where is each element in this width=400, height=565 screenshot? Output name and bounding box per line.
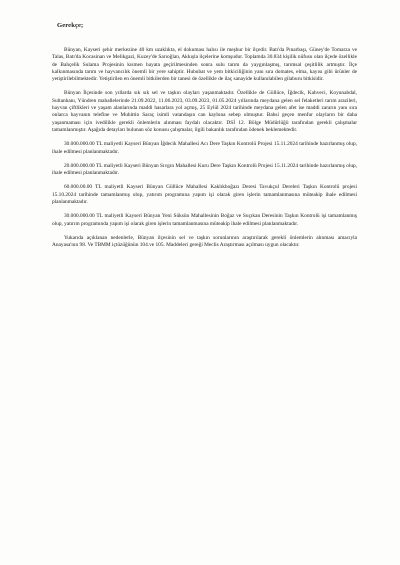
paragraph-intro: Bünyan, Kayseri şehir merkezine 40 km uzaklıkta, el dokuması halısı ile meşhur bir ilçedir. Batı'da Pınarbaşı, Güney'de Tomarza ve Talas, Batı'da Kocasinan ve Melikgazi, Kuzey'de Sarıoğlan, Akkışla ilçelerine komşudur. Toplamda 30.834 kişilik nüfusu olan ilçede özellikle de Bahçelik Sulama Projesinin kısmen hayata geçirilmesinden sonra sulu tarım da yaygınlaşmış, tarımsal çeşitlilik artmıştır. İlçe kalkınmasında tarım ve hayvancılık önemli bir yere sahiptir. Hububat ve yem bitkiciliğinin yanı sıra domates, elma, kayısı gibi ürünler de yetiştirilebilmektedir. Yetiştirilen en önemli bitkilerden bir tanesi de özellikle de ilaç sanayide kullanılabilen gilaburu bitkisidir. xyxy=(52,47,357,83)
document-heading: Gerekçe; xyxy=(57,22,84,29)
paragraph-project-sivgin: 20.000.000.00 TL maliyetli Kayseri Bünyan Sıvgın Mahallesi Kuru Dere Taşkın Kontrolü Projesi 15.11.2024 tarihinde hazırlanmış olup, ihale edilmesi planlanmaktadır. xyxy=(52,162,357,177)
paragraph-flood-events: Bünyan İlçesinde son yıllarda sık sık sel ve taşkın olayları yaşanmaktadır. Özellikle de Güllüce, İğdecik, Kahveci, Koyunabdal, Sultanhanı, Yündren mahallelerinde 21.09.2022, 11.06.2023, 03.09.2023, 01.05.2024 yıllarında meydana gelen sel felaketleri tarım arazileri, hayvan çiftlikleri ve yaşam alanlarında maddi hasarlara yol açmış, 25 Eylül 2024 tarihinde meydana gelen afet ise maddi zararın yanı sıra onlarca hayvanın telefine ve Muhittin Saraç isimli vatandaşın can kaybına sebep olmuştur. Bahsi geçen menfur olayların bir daha yaşanmaması için ivedilikle gerekli önlemlerin alınması faydalı olacaktır. DSİ 12. Bölge Müdürlüğü tarafından gerekli çalışmalar tamamlanmıştır. Aşağıda detayları bulunan söz konusu çalışmalar, ilgili bakanlık tarafından ödenek beklemektedir. xyxy=(52,90,357,133)
paragraph-project-suksun: 30.000.000.00 TL maliyetli Kayseri Bünyan Yeni Süksün Mahallesinin Boğaz ve Suçıkan Deresinin Taşkın Kontrolü işi tamamlanmış olup, yatırım programında yapım işi olarak giren işlerin tamamlanmasına müteakip ihale edilmesi planlanmaktadır. xyxy=(52,213,357,227)
paragraph-project-gulluce: 60.000.00.00 TL maliyetli Kayseri Bünyan Güllüce Mahallesi Kaklıkboğazı Deresi Tavukçul Dereleri Taşkın Kontrolü projesi 15.10.2024 tarihinde tamamlanmış olup, yatırım programına yapım işi olarak giren işlerin tamamlanmasına müteakip ihale edilmesi planlanmaktadır. xyxy=(52,184,357,206)
paragraph-conclusion: Yukarıda açıklanan nedenlerle, Bünyan ilçesinin sel ve taşkın sorunlarının araştırılarak gerekli önlemlerin alınması amacıyla Anayasa'nın 98. Ve TBMM içtüzüğünün 104.ve 105. Maddeleri gereği Meclis Araştırması açılması uygun olacaktır. xyxy=(52,234,357,249)
document-body xyxy=(52,22,357,257)
paragraph-project-igdecik: 30.000.000.00 TL maliyetli Kayseri Bünyan İğdecik Mahallesi Acı Dere Taşkın Kontrolü Projesi 15.11.2024 tarihinde hazırlanmış olup, ihale edilmesi planlanmaktadır. xyxy=(52,141,357,155)
